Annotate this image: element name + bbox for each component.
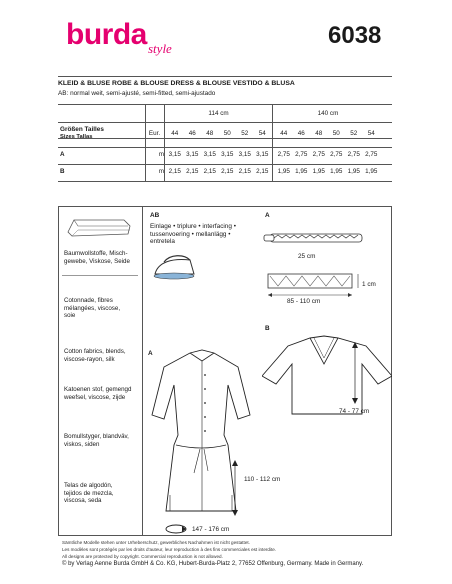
- footer-publisher: © by Verlag Aenne Burda GmbH & Co. KG, Hubert-Burda-Platz 2, 77652 Offenburg, Germany. Made in Germany.: [62, 561, 364, 567]
- table-rule: [58, 104, 392, 105]
- size-header: 54: [367, 130, 375, 137]
- yardage-cell: 3,15: [203, 151, 216, 158]
- fabric-fr: Cotonnade, fibres mélangées, viscose, soie: [64, 297, 121, 320]
- size-header: 52: [350, 130, 358, 137]
- size-header: 48: [206, 130, 214, 137]
- interfacing-text: Einlage • triplure • interfacing • tussenvoering • mellanlägg • entretela: [150, 223, 236, 245]
- dress-a-drawing: [150, 345, 260, 535]
- row-unit-a: m: [158, 151, 164, 158]
- footer-copyright-fr: Les modèles sont protégés par les droits d'auteur, leur reproduction à des fins commerciales est interdite.: [62, 547, 277, 552]
- yardage-cell: 2,75: [277, 151, 290, 158]
- table-rule: [58, 181, 392, 182]
- yardage-cell: 2,15: [256, 168, 269, 175]
- yardage-cell: 2,75: [365, 151, 378, 158]
- size-header: 48: [315, 130, 323, 137]
- size-header: 50: [332, 130, 340, 137]
- size-header: 46: [297, 130, 305, 137]
- yardage-cell: 1,95: [347, 168, 360, 175]
- hem-width-icon: [164, 522, 190, 536]
- zipper-icon: [262, 228, 372, 250]
- blouse-b-drawing: [262, 330, 392, 420]
- brand-logo-sub: style: [148, 41, 172, 56]
- yardage-cell: 3,15: [238, 151, 251, 158]
- yardage-cell: 2,15: [221, 168, 234, 175]
- yardage-cell: 2,75: [312, 151, 325, 158]
- yardage-cell: 1,95: [330, 168, 343, 175]
- fabric-divider: [62, 275, 138, 276]
- width-header-140: 140 cm: [317, 110, 339, 117]
- yardage-cell: 2,15: [186, 168, 199, 175]
- elastic-width: 1 cm: [362, 281, 376, 288]
- size-header: 54: [258, 130, 266, 137]
- row-label-b: B: [60, 168, 65, 175]
- yardage-cell: 3,15: [168, 151, 181, 158]
- yardage-cell: 3,15: [186, 151, 199, 158]
- iron-icon: [150, 250, 200, 282]
- blouse-length-arrow: [348, 340, 362, 406]
- sizes-label-1: Größen Tailles: [60, 126, 104, 133]
- yardage-cell: 1,95: [277, 168, 290, 175]
- footer-copyright-de: Sämtliche Modelle stehen unter Urheberschutz, gewerbliches Nachahmen ist nicht gestattet.: [62, 540, 250, 545]
- dress-length: 110 - 112 cm: [244, 476, 281, 483]
- brand-logo: burda: [66, 18, 147, 51]
- page-subtitle: AB: normal weit, semi-ajusté, semi-fitted, semi-ajustado: [58, 90, 216, 97]
- fabric-column-divider: [142, 206, 143, 536]
- table-rule: [58, 164, 392, 165]
- yardage-cell: 1,95: [365, 168, 378, 175]
- blouse-length: 74 - 77 cm: [339, 408, 370, 415]
- fabric-swatch-icon: [64, 212, 136, 242]
- fabric-de: Baumwollstoffe, Misch- gewebe, Viskose, Seide: [64, 250, 130, 265]
- yardage-cell: 2,75: [295, 151, 308, 158]
- sizes-label-2: Sizes Tallas: [60, 134, 93, 140]
- fabric-es: Telas de algodón, tejidos de mezcla, viscosa, seda: [64, 482, 114, 505]
- size-header: 50: [223, 130, 231, 137]
- yardage-cell: 2,15: [238, 168, 251, 175]
- yardage-cell: 3,15: [221, 151, 234, 158]
- size-header: 44: [171, 130, 179, 137]
- footer-copyright-en: All designs are protected by copyright. Commercial reproduction is not allowed.: [62, 554, 223, 559]
- notions-a-label: A: [265, 212, 270, 219]
- table-rule: [58, 122, 392, 123]
- fabric-sv: Bomullstyger, blandväv, viskos, siden: [64, 433, 129, 448]
- yardage-cell: 2,75: [330, 151, 343, 158]
- page-title: KLEID & BLUSE ROBE & BLOUSE DRESS & BLOUSE VESTIDO & BLUSA: [58, 80, 295, 87]
- width-header-114: 114 cm: [208, 110, 229, 117]
- dress-hem-width: 147 - 176 cm: [192, 526, 230, 533]
- size-header: 44: [280, 130, 288, 137]
- header-rule: [58, 76, 392, 77]
- pattern-number: 6038: [328, 22, 382, 49]
- fabric-en: Cotton fabrics, blends, viscose-rayon, silk: [64, 348, 126, 363]
- row-unit-b: m: [158, 168, 164, 175]
- zip-length: 25 cm: [298, 253, 316, 260]
- notions-ab-label: AB: [150, 212, 160, 219]
- elastic-length: 85 - 110 cm: [287, 298, 321, 305]
- yardage-cell: 1,95: [312, 168, 325, 175]
- dress-length-arrow: [228, 458, 242, 518]
- yardage-cell: 2,75: [347, 151, 360, 158]
- garment-b-label: B: [265, 325, 270, 332]
- garment-a-label: A: [148, 350, 153, 357]
- row-label-a: A: [60, 151, 65, 158]
- yardage-cell: 2,15: [168, 168, 181, 175]
- table-rule: [58, 138, 392, 139]
- yardage-cell: 2,15: [203, 168, 216, 175]
- table-rule: [58, 147, 392, 148]
- yardage-cell: 3,15: [256, 151, 269, 158]
- size-header: 52: [241, 130, 249, 137]
- fabric-nl: Katoenen stof, gemengd weefsel, viscose, zijde: [64, 386, 132, 401]
- unit-header: Eur.: [148, 130, 161, 137]
- yardage-cell: 1,95: [295, 168, 308, 175]
- size-header: 46: [188, 130, 196, 137]
